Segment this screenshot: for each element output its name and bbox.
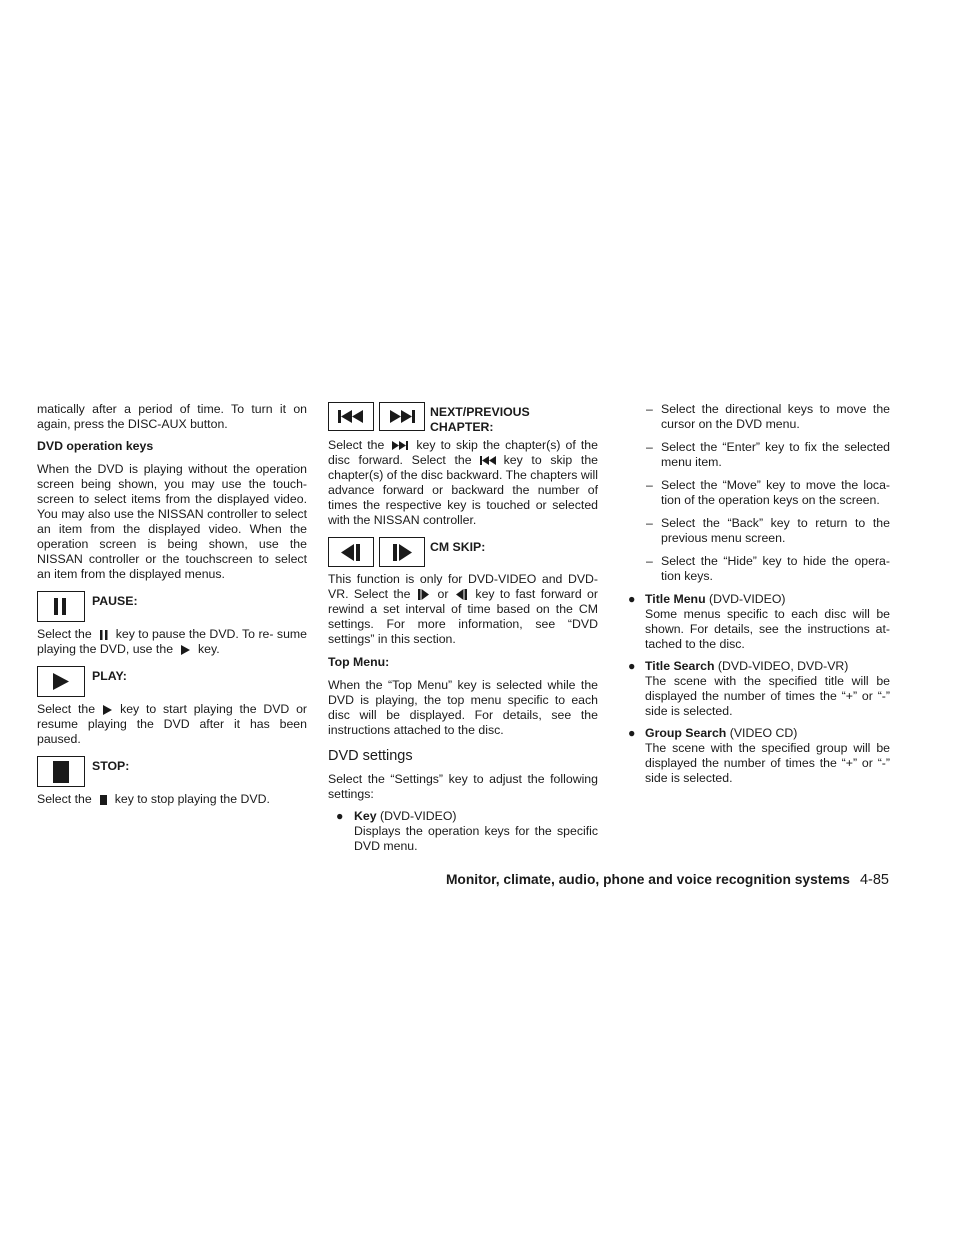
cmskip-desc-1: This function is only for DVD-VIDEO and DVD-VR. Select the xyxy=(328,572,598,601)
footer-section-title: Monitor, climate, audio, phone and voice recognition systems xyxy=(445,872,850,887)
chapter-desc-2: key to skip the chapter(s) of the disc forward. Select the xyxy=(328,438,598,467)
next-chapter-key-icon-box xyxy=(379,402,425,431)
dash-mark: – xyxy=(646,440,653,454)
play-icon xyxy=(103,705,112,715)
key-setting-desc: Displays the operation keys for the specific DVD menu. xyxy=(354,824,598,853)
title-search-rest: (DVD-VIDEO, DVD-VR) xyxy=(714,659,849,673)
skip-next-icon xyxy=(389,410,415,423)
title-menu-bold: Title Menu xyxy=(645,592,706,606)
topmenu-heading: Top Menu: xyxy=(328,655,390,669)
dash-text: Select the directional keys to move the cursor on the DVD menu. xyxy=(661,402,890,431)
dash-mark: – xyxy=(646,402,653,416)
play-key-icon-box xyxy=(37,666,85,697)
play-icon xyxy=(53,673,69,690)
skip-next-icon xyxy=(392,441,408,450)
key-setting-title xyxy=(354,809,598,824)
pause-key-row xyxy=(37,591,307,622)
dash-mark: – xyxy=(646,478,653,492)
stop-desc-2: key to stop playing the DVD. xyxy=(114,792,270,806)
dvd-settings-heading: DVD settings xyxy=(328,748,413,764)
key-setting-bold: Key xyxy=(354,809,377,823)
key-setting-item xyxy=(328,809,598,854)
title-search-bold: Title Search xyxy=(645,659,715,673)
stop-key-row xyxy=(37,756,307,787)
key-setting-rest: (DVD-VIDEO) xyxy=(376,809,457,823)
cmskip-desc-2: or xyxy=(437,587,449,601)
bullet-dot: ● xyxy=(628,659,636,673)
dash-item xyxy=(628,440,890,470)
stop-icon xyxy=(53,761,69,783)
title-menu-rest: (DVD-VIDEO) xyxy=(705,592,786,606)
column-middle xyxy=(328,402,598,854)
step-forward-icon xyxy=(418,589,429,600)
title-menu-item xyxy=(628,592,890,652)
page-number: 4-85 xyxy=(859,872,889,888)
title-menu-title xyxy=(645,592,890,607)
chapter-desc-1: Select the xyxy=(328,438,385,452)
pause-icon xyxy=(54,598,68,615)
chapter-desc-3: key to skip the chapter(s) of the disc backward. The chapters will advance forward or backward the number of times the respective key is touched or selected with the NISSAN controller. xyxy=(328,453,599,527)
dash-mark: – xyxy=(646,554,653,568)
stop-icon xyxy=(100,795,107,805)
cm-forward-key-icon-box xyxy=(379,537,425,567)
dash-mark: – xyxy=(646,516,653,530)
cmskip-label: CM SKIP: xyxy=(430,540,486,554)
cm-rewind-key-icon-box xyxy=(328,537,374,567)
stop-label: STOP: xyxy=(92,759,130,773)
play-icon xyxy=(181,645,190,655)
bullet-dot: ● xyxy=(336,809,344,823)
pause-desc-1: Select the xyxy=(37,627,92,641)
bullet-dot: ● xyxy=(628,726,636,740)
step-back-icon xyxy=(456,589,467,600)
cmskip-key-row xyxy=(328,537,598,567)
pause-key-icon-box xyxy=(37,591,85,622)
play-desc-1: Select the xyxy=(37,702,96,716)
group-search-bold: Group Search xyxy=(645,726,727,740)
intro-text: matically after a period of time. To turn it on again, press the DISC-AUX button. xyxy=(37,402,307,431)
column-left xyxy=(37,402,307,807)
play-key-row xyxy=(37,666,307,697)
prev-chapter-key-icon-box xyxy=(328,402,374,431)
cmskip-desc-3: key to fast forward or rewind a set interval of time based on the CM settings. For more information, see “DVD settings” in this section. xyxy=(328,587,598,646)
play-label: PLAY: xyxy=(92,669,127,683)
dash-item xyxy=(628,478,890,508)
skip-previous-icon xyxy=(480,456,496,465)
topmenu-body: When the “Top Menu” key is selected while the DVD is playing, the top menu specific to each disc will be displayed. For details, see the instructions attached to the disc. xyxy=(328,678,598,737)
group-search-rest: (VIDEO CD) xyxy=(726,726,798,740)
page-footer xyxy=(446,871,889,889)
dvd-settings-body: Select the “Settings” key to adjust the following settings: xyxy=(328,772,598,801)
cmskip-desc xyxy=(328,572,598,647)
stop-desc-1: Select the xyxy=(37,792,92,806)
title-search-title xyxy=(645,659,890,674)
title-search-desc: The scene with the specified title will be displayed the number of times the “+” or “-” side is selected. xyxy=(645,674,890,718)
dash-item xyxy=(628,516,890,546)
body-text: When the DVD is playing without the operation screen being shown, you may use the touch-screen to select items from the displayed video. You may also use the NISSAN controller to select an item from the displayed video. When the operation screen is being shown, use the NISSAN controller or the touchscreen to select an item from the displayed menus. xyxy=(37,462,307,581)
group-search-title xyxy=(645,726,890,741)
dash-item xyxy=(628,402,890,432)
stop-desc xyxy=(37,792,307,807)
skip-previous-icon xyxy=(338,410,364,423)
section-heading: DVD operation keys xyxy=(37,439,154,453)
pause-desc xyxy=(37,627,307,657)
title-search-item xyxy=(628,659,890,719)
dash-item xyxy=(628,554,890,584)
pause-label: PAUSE: xyxy=(92,594,138,608)
group-search-item xyxy=(628,726,890,786)
column-right xyxy=(628,402,890,786)
pause-desc-2: key to pause the DVD. To re- xyxy=(115,627,274,641)
play-desc-2: key to start playing the DVD or resume playing the DVD after it has been paused. xyxy=(37,702,307,746)
pause-desc-3: sume playing the DVD, use the xyxy=(37,627,307,656)
chapter-label: NEXT/PREVIOUS CHAPTER: xyxy=(430,405,530,434)
step-forward-icon xyxy=(392,544,412,561)
step-back-icon xyxy=(341,544,361,561)
dash-text: Select the “Move” key to move the loca-tion of the operation keys on the screen. xyxy=(661,478,890,507)
pause-desc-4: key. xyxy=(198,642,220,656)
stop-key-icon-box xyxy=(37,756,85,787)
dash-text: Select the “Enter” key to fix the selected menu item. xyxy=(661,440,890,469)
dash-text: Select the “Back” key to return to the previous menu screen. xyxy=(661,516,890,545)
dash-text: Select the “Hide” key to hide the opera-tion keys. xyxy=(661,554,890,583)
bullet-dot: ● xyxy=(628,592,636,606)
group-search-desc: The scene with the specified group will be displayed the number of times the “+” or “-” side is selected. xyxy=(645,741,890,785)
chapter-desc xyxy=(328,438,598,528)
play-desc xyxy=(37,702,307,747)
chapter-key-row xyxy=(328,402,598,435)
title-menu-desc: Some menus specific to each disc will be shown. For details, see the instructions at-tached to the disc. xyxy=(645,607,890,651)
pause-icon xyxy=(100,630,108,640)
